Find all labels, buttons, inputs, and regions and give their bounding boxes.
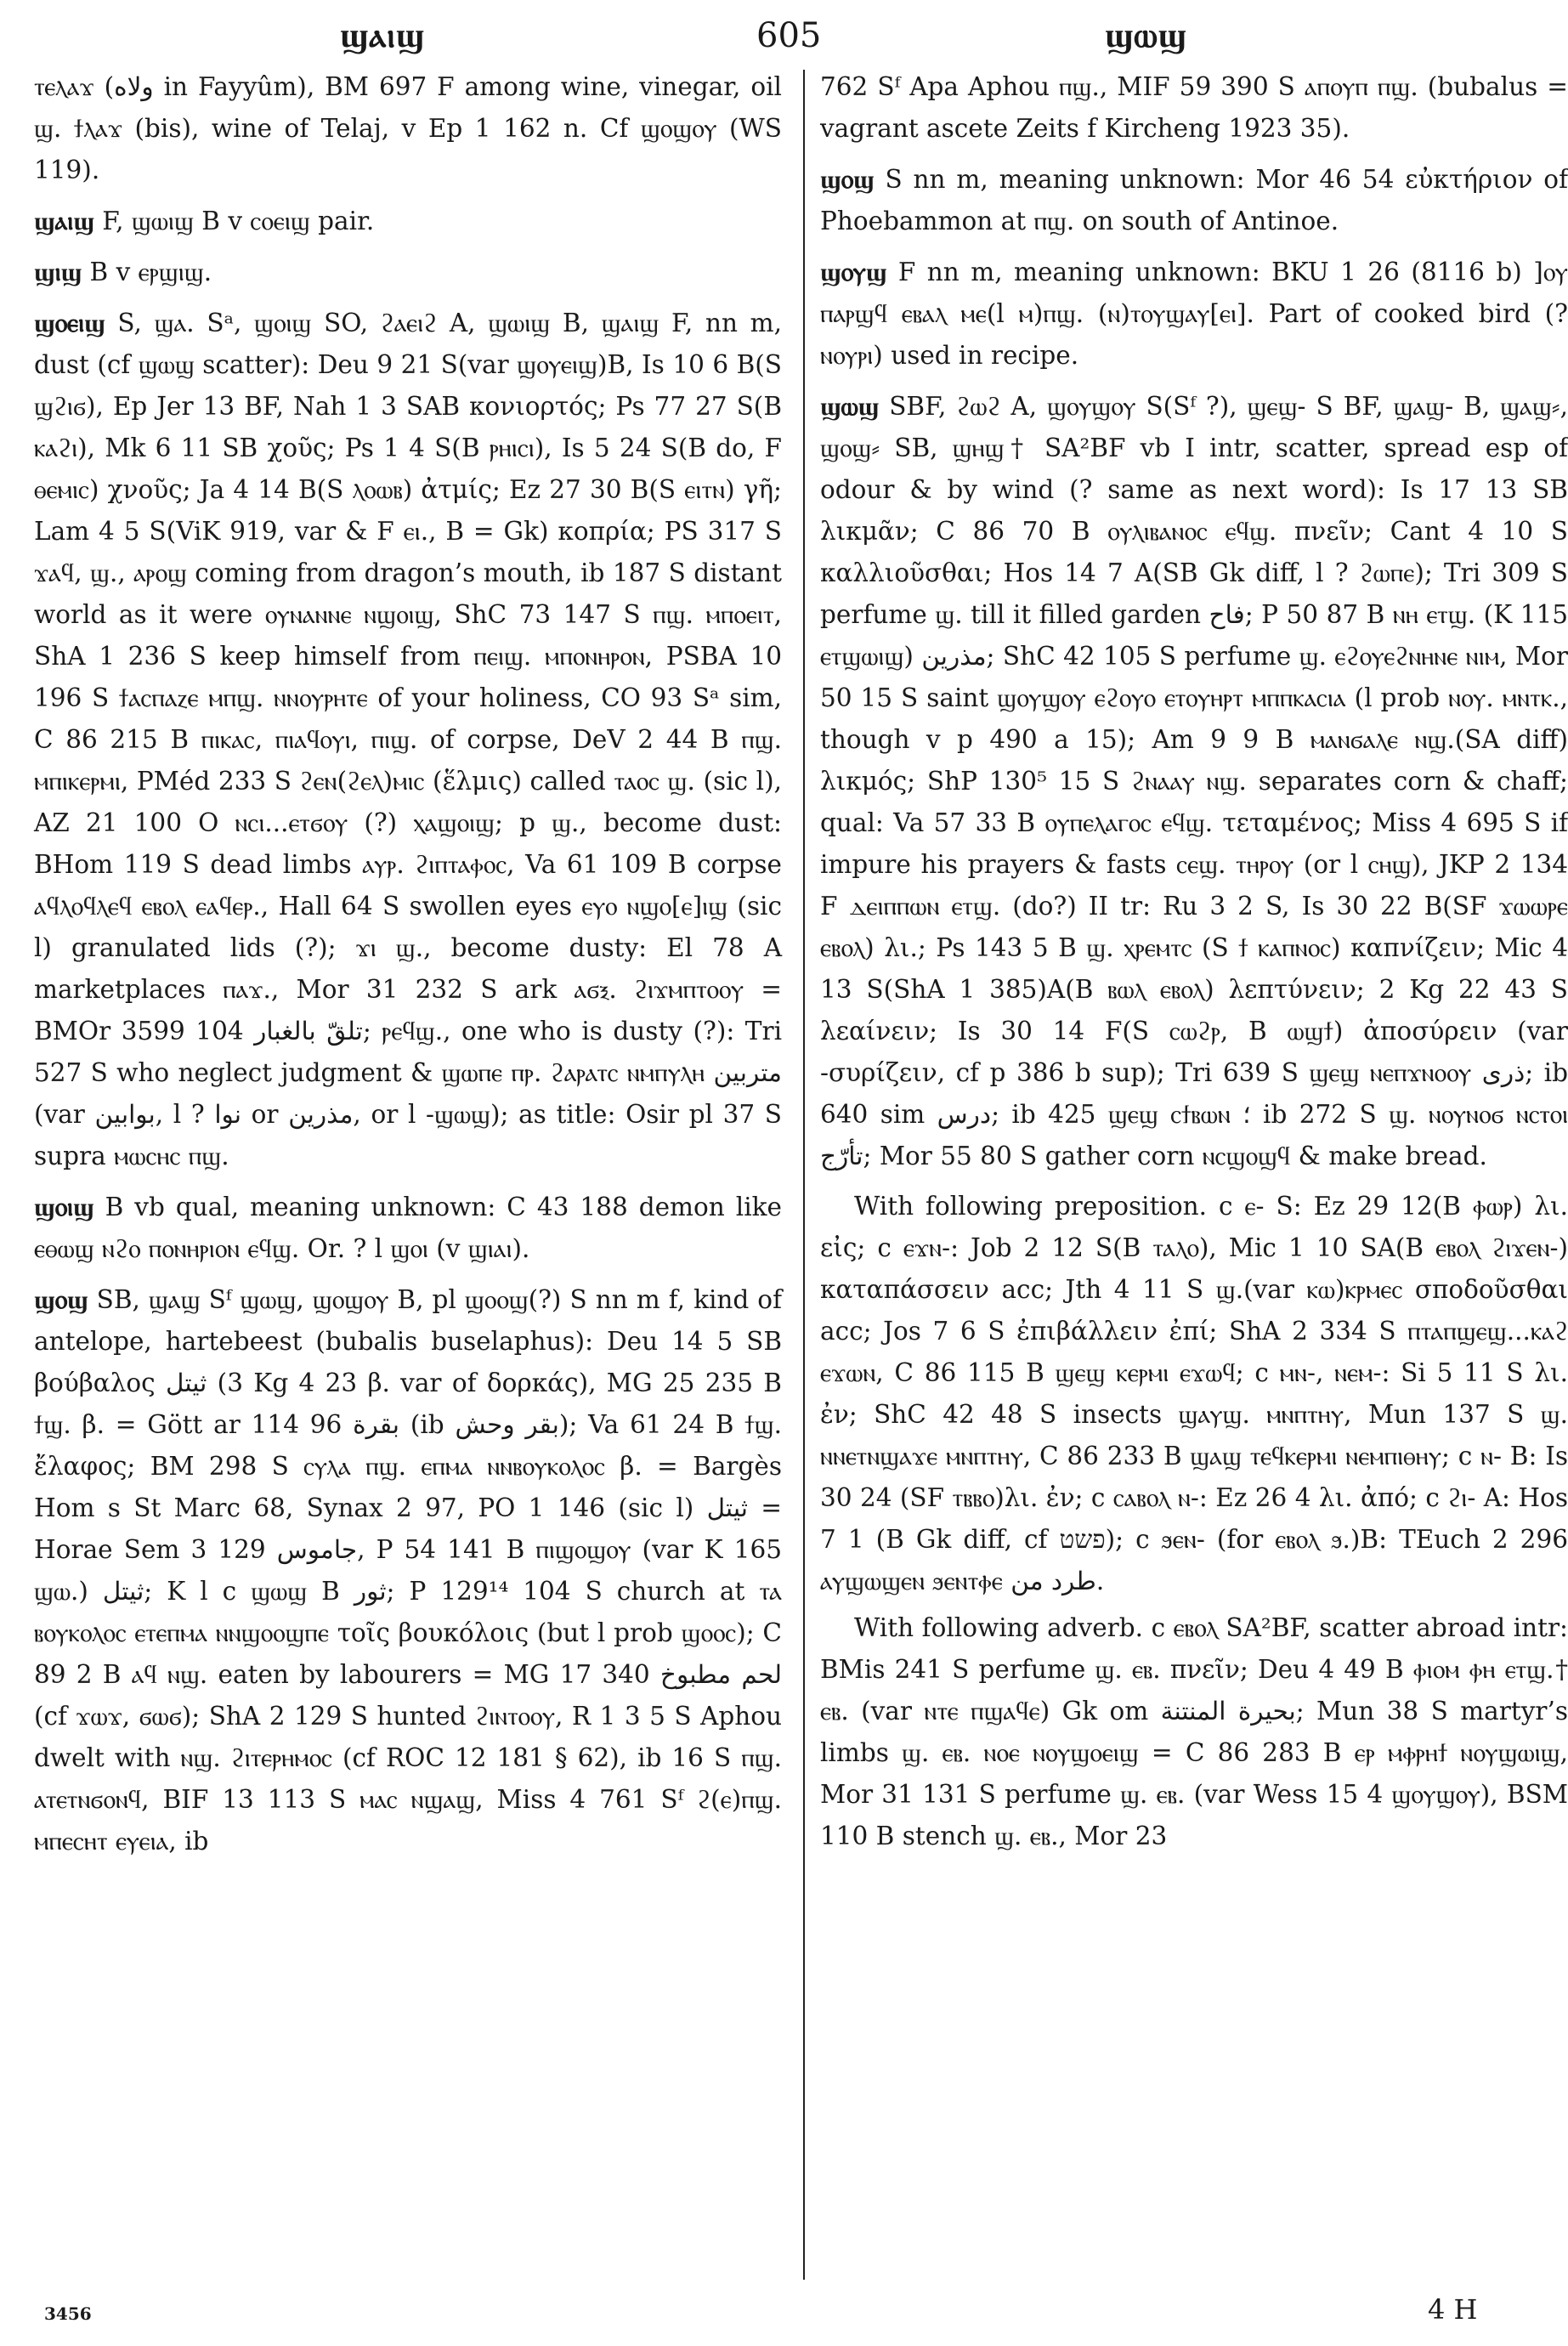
entry-paragraph xyxy=(820,66,1568,150)
entry-text: ⲧⲉⲗⲁϫ (ولاه in Fayyûm), BM 697 F among wine, vinegar, oil ϣ. ϯⲗⲁϫ (bis), wine of Telaj, v Ep 1 162 n. Cf ϣⲟϣⲟⲩ (WS 119). xyxy=(34,72,782,184)
dictionary-entry xyxy=(34,1186,782,1270)
entry-text: F nn m, meaning unknown: BKU 1 26 (8116 b) ]ⲟⲩ ⲡⲁⲣϣϥ ⲉⲃⲁⲗ ⲙⲉ(l ⲙ)ⲡϣ. (ⲛ)ⲧⲟⲩϣⲁⲩ[ⲉⲓ]. Part of cooked bird (? ⲛⲟⲩⲣⲓ) used in recipe. xyxy=(820,258,1568,370)
entry-paragraph xyxy=(34,66,782,191)
entry-text: With following preposition. c ⲉ- S: Ez 29 12(B ⲫⲱⲣ) λι. εἰς; c ⲉϫⲛ-: Job 2 12 S(B ⲧⲁⲗⲟ), Mic 1 10 SA(B ⲉⲃⲟⲗ ϩⲓϫⲉⲛ-) καταπάσσειν acc; Jth 4 11 S ϣ.(var ⲕⲱ)ⲕⲣⲙⲉⲥ σποδοῦσθαι acc; Jos 7 6 S ἐπιβάλλειν ἐπί; ShA 2 334 S ⲡⲧⲁⲡϣⲉϣ...ⲕⲁϩ ⲉϫⲱⲛ, C 86 115 B ϣⲉϣ ⲕⲉⲣⲙⲓ ⲉϫⲱϥ; c ⲙⲛ-, ⲛⲉⲙ-: Si 5 11 S λι. ἐν; ShC 42 48 S insects ϣⲁⲩϣ. ⲙⲛⲡⲧⲏⲩ, Mun 137 S ϣ. ⲛⲛⲉⲧⲛϣⲁϫⲉ ⲙⲛⲡⲧⲏⲩ, C 86 233 B ϣⲁϣ ⲧⲉϥⲕⲉⲣⲙⲓ ⲛⲉⲙⲡⲓⲑⲏⲩ; c ⲛ- B: Is 30 24 (SF ⲧⲃⲃⲟ)λι. ἐν; c ⲥⲁⲃⲟⲗ ⲛ-: Ez 26 4 λι. ἀπό; c ϩⲓ- A: Hos 7 1 (B Gk diff, cf פשט); c ϧⲉⲛ- (for ⲉⲃⲟⲗ ϧ.)B: TEuch 2 296 ⲁⲩϣⲱϣⲉⲛ ϧⲉⲛⲧⲫⲉ طرد من. xyxy=(820,1192,1568,1595)
dictionary-entry xyxy=(34,302,782,1177)
page-number: 605 xyxy=(756,16,822,55)
printer-mark: 3456 xyxy=(44,2304,92,2324)
entry-text: 762 Sᶠ Apa Aphou ⲡϣ., MIF 59 390 S ⲁⲡⲟⲩⲡ ⲡϣ. (bubalus = vagrant ascete Zeits f Kircheng 1923 35). xyxy=(820,72,1568,143)
entry-headword: ϣⲁⲓϣ xyxy=(34,206,94,235)
entry-headword: ϣⲟⲓϣ xyxy=(34,1192,94,1221)
entry-text: B v ⲉⲣϣⲓϣ. xyxy=(82,258,212,286)
running-header xyxy=(34,12,1521,60)
dictionary-entry xyxy=(820,251,1568,377)
dictionary-entry xyxy=(34,1278,782,1862)
column-divider xyxy=(803,70,805,2280)
left-column xyxy=(34,66,782,2242)
entry-headword: ϣⲟϣ xyxy=(820,164,875,194)
dictionary-page xyxy=(34,0,1568,2346)
entry-headword: ϣⲓϣ xyxy=(34,257,82,286)
entry-text: SB, ϣⲁϣ Sᶠ ϣⲱϣ, ϣⲟϣⲟⲩ B, pl ϣⲟⲟϣ(?) S nn m f, kind of antelope, hartebeest (bubalis buselaphus): Deu 14 5 SB βούβαλος ثيتل (3 Kg 4 23 β. var of δορκάς), MG 25 235 B ϯϣ. β. = Gött ar 114 96 بقرة (ib بقر وحش); Va 61 24 B ϯϣ. ἔλαφος; BM 298 S ⲥⲩⲗⲁ ⲡϣ. ⲉⲡⲙⲁ ⲛⲛⲃⲟⲩⲕⲟⲗⲟⲥ β. = Bargès Hom s St Marc 68, Synax 2 97, PO 1 146 (sic l) ثيتل = Horae Sem 3 129 جاموس, P 54 141 B ⲡⲓϣⲟϣⲟⲩ (var K 165 ϣⲱ.) ثيتل; K l c ϣⲱϣ B ثور; P 129¹⁴ 104 S church at ⲧⲁ ⲃⲟⲩⲕⲟⲗⲟⲥ ⲉⲧⲉⲡⲙⲁ ⲛⲛϣⲟⲟϣⲡⲉ τοῖς βουκόλοις (but l prob ϣⲟⲟⲥ); C 89 2 B ⲁϥ ⲛϣ. eaten by labourers = MG 17 340 لحم مطبوخ (cf ϫⲱϫ, ϭⲱϭ); ShA 2 129 S hunted ϩⲓⲛⲧⲟⲟⲩ, R 1 3 5 S Aphou dwelt with ⲛϣ. ϩⲓⲧⲉⲣⲏⲙⲟⲥ (cf ROC 12 181 § 62), ib 16 S ⲡϣ. ⲁⲧⲉⲧⲛϭⲟⲛϥ, BIF 13 113 S ⲙⲁⲥ ⲛϣⲁϣ, Miss 4 761 Sᶠ ϩ(ⲉ)ⲡϣ. ⲙⲡⲉⲥⲏⲧ ⲉⲩⲉⲓⲁ, ib xyxy=(34,1285,782,1856)
right-column xyxy=(820,66,1568,2242)
dictionary-entry xyxy=(34,251,782,293)
dictionary-entry xyxy=(820,385,1568,1177)
entry-text: S, ϣⲁ. Sᵃ, ϣⲟⲓϣ SO, ϩⲁⲉⲓϩ A, ϣⲱⲓϣ B, ϣⲁⲓϣ F, nn m, dust (cf ϣⲱϣ scatter): Deu 9 21 S(var ϣⲟⲩⲉⲓϣ)B, Is 10 6 B(S ϣϩⲓϭ), Ep Jer 13 BF, Nah 1 3 SAB κονιορτός; Ps 77 27 S(B ⲕⲁϩⲓ), Mk 6 11 SB χοῦς; Ps 1 4 S(B ⲣⲏⲓⲥⲓ), Is 5 24 S(B do, F ⲑⲉⲙⲓⲥ) χνοῦς; Ja 4 14 B(S ⲗⲟⲱⲃ) ἀτμίς; Ez 27 30 B(S ⲉⲓⲧⲛ) γῆ; Lam 4 5 S(ViK 919, var & F ⲉⲓ., B = Gk) κοπρία; PS 317 S ϫⲁϥ, ϣ., ⲁⲣⲟϣ coming from dragon’s mouth, ib 187 S distant world as it were ⲟⲩⲛⲁⲛⲛⲉ ⲛϣⲟⲓϣ, ShC 73 147 S ⲡϣ. ⲙⲡⲟⲉⲓⲧ, ShA 1 236 S keep himself from ⲡⲉⲓϣ. ⲙⲡⲟⲛⲏⲣⲟⲛ, PSBA 10 196 S ϯⲁⲥⲡⲁⲍⲉ ⲙⲡϣ. ⲛⲛⲟⲩⲣⲏⲧⲉ of your holiness, CO 93 Sᵃ sim, C 86 215 B ⲡⲓⲕⲁⲥ, ⲡⲓⲁϥⲟⲩⲓ, ⲡⲓϣ. of corpse, DeV 2 44 B ⲡϣ. ⲙⲡⲓⲕⲉⲣⲙⲓ, PMéd 233 S ϩⲉⲛ(ϩⲉⲗ)ⲙⲓⲥ (ἕλμις) called ⲧⲁⲟⲥ ϣ. (sic l), AZ 21 100 O ⲛⲥⲓ...ⲉⲧϭⲟⲩ (?) ⲭⲁϣⲟⲓϣ; p ϣ., become dust: BHom 119 S dead limbs ⲁⲩⲣ. ϩⲓⲡⲧⲁⲫⲟⲥ, Va 61 109 B corpse ⲁϥⲗⲟϥⲗⲉϥ ⲉⲃⲟⲗ ⲉⲁϥⲉⲣ., Hall 64 S swollen eyes ⲉⲩⲟ ⲛϣⲟ[ⲉ]ⲓϣ (sic l) granulated lids (?); ϫⲓ ϣ., become dusty: El 78 A marketplaces ⲡⲁϫ., Mor 31 232 S ark ⲁϭⲝ. ϩⲓϫⲙⲡⲧⲟⲟⲩ = BMOr 3599 104 تلقّ بالغبار; ⲣⲉϥϣ., one who is dusty (?): Tri 527 S who neglect judgment & ϣⲱⲡⲉ ⲡⲣ. ϩⲁⲣⲁⲧⲥ ⲛⲙⲡⲩⲗⲏ متربين (var بوابين, l ? نوا or مذرين, or l -ϣⲱϣ); as title: Osir pl 37 S supra ⲙⲱⲥⲏⲥ ⲡϣ. xyxy=(34,309,783,1170)
entry-text: SBF, ϩⲱϩ A, ϣⲟⲩϣⲟⲩ S(Sᶠ ?), ϣⲉϣ- S BF, ϣⲁϣ- B, ϣⲁϣ⸗, ϣⲟϣ⸗ SB, ϣⲏϣ† SA²BF vb I intr, scatter, spread esp of odour & by wind (? same as next word): Is 17 13 SB λικμᾶν; C 86 70 B ⲟⲩⲗⲓⲃⲁⲛⲟⲥ ⲉϥϣ. πνεῖν; Cant 4 10 S καλλιοῦσθαι; Hos 14 7 A(SB Gk diff, l ? ϩⲱⲡⲉ); Tri 309 S perfume ϣ. till it filled garden فاح; P 50 87 B ⲛⲏ ⲉⲧϣ. (K 115 ⲉⲧϣⲱⲓϣ) مذرين; ShC 42 105 S perfume ϣ. ⲉϩⲟⲩⲉϩⲛⲏⲛⲉ ⲛⲓⲙ, Mor 50 15 S saint ϣⲟⲩϣⲟⲩ ⲉϩⲟⲩⲟ ⲉⲧⲟⲩⲏⲣⲧ ⲙⲡⲡⲕⲁⲥⲓⲁ (l prob ⲛⲟⲩ. ⲙⲛⲧⲕ., though v p 490 a 15); Am 9 9 B ⲙⲁⲛϭⲁⲗⲉ ⲛϣ.(SA diff) λικμός; ShP 130⁵ 15 S ϩⲛⲁⲁⲩ ⲛϣ. separates corn & chaff; qual: Va 57 33 B ⲟⲩⲡⲉⲗⲁⲅⲟⲥ ⲉϥϣ. τεταμένος; Miss 4 695 S if impure his prayers & fasts ⲥⲉϣ. ⲧⲏⲣⲟⲩ (or l ⲥⲏϣ), JKP 2 134 F ⲇⲉⲓⲡⲡⲱⲛ ⲉⲧϣ. (do?) II tr: Ru 3 2 S, Is 30 22 B(SF ϫⲱⲱⲣⲉ ⲉⲃⲟⲗ) λι.; Ps 143 5 B ϣ. ⲭⲣⲉⲙⲧⲥ (S ϯ ⲕⲁⲡⲛⲟⲥ) καπνίζειν; Mic 4 13 S(ShA 1 385)A(B ⲃⲱⲗ ⲉⲃⲟⲗ) λεπτύνειν; 2 Kg 22 43 S λεαίνειν; Is 30 14 F(S ⲥⲱϩⲣ, B ⲱϣϯ) ἀποσύρειν (var -συρίζειν, cf p 386 b sup); Tri 639 S ϣⲉϣ ⲛⲉⲡϫⲛⲟⲟⲩ ذرى; ib 640 sim درس; ib 425 ϣⲉϣ ⲥϯⲃⲱⲛ ؛ ib 272 S ϣ. ⲛⲟⲩⲛⲟϭ ⲛⲥⲧⲟⲓ تأرّج; Mor 55 80 S gather corn ⲛⲥϣⲟϣϥ & make bread. xyxy=(820,392,1568,1170)
dictionary-entry xyxy=(34,200,782,242)
dictionary-entry xyxy=(820,158,1568,242)
entry-paragraph xyxy=(820,1607,1568,1857)
signature-mark: 4 H xyxy=(1428,2293,1478,2326)
entry-text: With following adverb. c ⲉⲃⲟⲗ SA²BF, scatter abroad intr: BMis 241 S perfume ϣ. ⲉⲃ. πνεῖν; Deu 4 49 B ⲫⲓⲟⲙ ⲫⲏ ⲉⲧϣ.† ⲉⲃ. (var ⲛⲧⲉ ⲡϣⲁϥⲉ) Gk om بحيرة المنتنة; Mun 38 S martyr’s limbs ϣ. ⲉⲃ. ⲛⲟⲉ ⲛⲟⲩϣⲟⲉⲓϣ = C 86 283 B ⲉⲣ ⲙⲫⲣⲏϯ ⲛⲟⲩϣⲱⲓϣ, Mor 31 131 S perfume ϣ. ⲉⲃ. (var Wess 15 4 ϣⲟⲩϣⲟⲩ), BSM 110 B stench ϣ. ⲉⲃ., Mor 23 xyxy=(820,1613,1568,1850)
left-running-head: ϣⲁⲓϣ xyxy=(340,15,426,55)
entry-paragraph xyxy=(820,1186,1568,1602)
entry-headword: ϣⲟϣ xyxy=(34,1284,88,1314)
entry-text: B vb qual, meaning unknown: C 43 188 demon like ⲉⲑⲱϣ ⲛϩⲟ ⲡⲟⲛⲏⲣⲓⲟⲛ ⲉϥϣ. Or. ? l ϣⲟⲓ (v ϣⲓⲁⲓ). xyxy=(34,1193,782,1263)
right-running-head: ϣⲱϣ xyxy=(1105,15,1187,55)
entry-text: F, ϣⲱⲓϣ B v ⲥⲟⲉⲓϣ pair. xyxy=(93,207,375,235)
entry-headword: ϣⲟⲩϣ xyxy=(820,257,887,286)
entry-headword: ϣⲱϣ xyxy=(820,391,880,421)
entry-text: S nn m, meaning unknown: Mor 46 54 εὐκτήριον of Phoebammon at ⲡϣ. on south of Antinoe. xyxy=(820,165,1568,235)
entry-headword: ϣⲟⲉⲓϣ xyxy=(34,308,105,337)
